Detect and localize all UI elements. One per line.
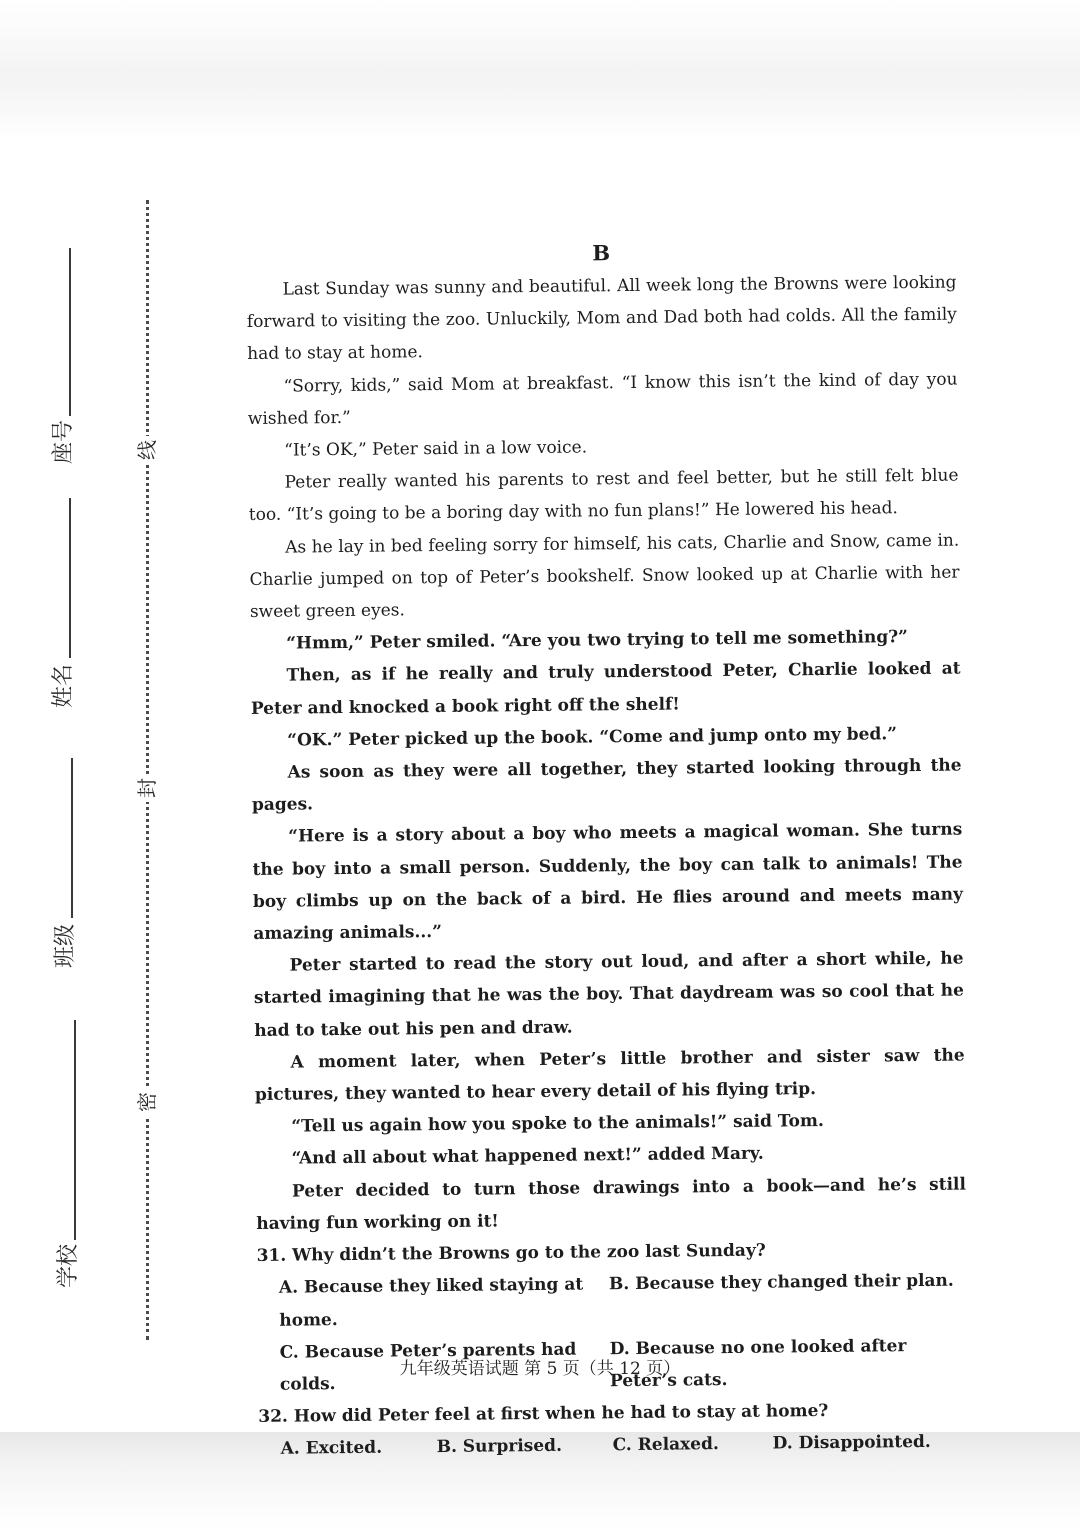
passage-paragraph: “It’s OK,” Peter said in a low voice. [284, 437, 588, 461]
school-label: 学校 [56, 1244, 81, 1289]
passage-paragraph: “Here is a story about a boy who meets a magical woman. She turns the boy into a small person. Suddenly, the boy can talk to animals! The boy climbs up on the back of a bird. He flies around and meets many amazing animals...” [252, 819, 963, 945]
section-title: B [592, 240, 611, 266]
question-32-option-a: A. Excited. [280, 1437, 383, 1460]
passage-paragraph: As soon as they were all together, they started looking through the pages. [251, 755, 962, 816]
passage-paragraph: “And all about what happened next!” added Mary. [291, 1144, 764, 1170]
scan-top-shadow [0, 0, 1080, 140]
seat-write-line [69, 248, 71, 416]
passage-paragraph: A moment later, when Peter’s little brother and sister saw the pictures, they wanted to hear every detail of his flying trip. [254, 1045, 965, 1106]
question-32-option-c: C. Relaxed. [612, 1434, 719, 1456]
seal-dotted-line [146, 200, 149, 1340]
passage-paragraph: Then, as if he really and truly understood Peter, Charlie looked at Peter and knocked a book right off the shelf! [250, 658, 961, 719]
seal-char-line: 线 [133, 436, 161, 464]
page-footer: 九年级英语试题 第 5 页（共 12 页） [399, 1359, 681, 1379]
passage-paragraph: Peter started to read the story out loud, and after a short while, he started imagining that he was the boy. That daydream was so cool that he had to take out his pen and draw. [253, 948, 965, 1041]
question-31-options [257, 1265, 968, 1401]
question-32-option-d: D. Disappointed. [772, 1432, 931, 1454]
seal-char-secret: 密 [133, 1088, 161, 1116]
name-write-line [69, 498, 71, 658]
passage-paragraph: “OK.” Peter picked up the book. “Come and jump onto my bed.” [287, 724, 898, 751]
reading-passage [246, 233, 969, 1466]
class-label: 班级 [53, 924, 78, 969]
question-31-option-a: A. Because they liked staying at home. [278, 1274, 584, 1331]
question-32-option-b: B. Surprised. [436, 1436, 563, 1458]
passage-paragraph: Last Sunday was sunny and beautiful. All week long the Browns were looking forward to visiting the zoo. Unluckily, Mom and Dad both had colds. All the family had to stay at home. [246, 272, 957, 365]
passage-paragraph: Peter really wanted his parents to rest and feel better, but he still felt blue too. “It’s going to be a boring day with no fun plans!” He lowered his head. [248, 465, 959, 526]
name-label: 姓名 [51, 664, 76, 709]
school-write-line [74, 1020, 76, 1240]
passage-paragraph: “Tell us again how you spoke to the animals!” said Tom. [291, 1111, 824, 1137]
passage-paragraph: “Sorry, kids,” said Mom at breakfast. “I know this isn’t the kind of day you wished for.” [247, 369, 958, 429]
question-32-stem: 32. How did Peter feel at first when he had to stay at home? [258, 1401, 829, 1428]
class-write-line [71, 758, 73, 918]
passage-paragraph: Peter decided to turn those drawings into a book—and he’s still having fun working on it! [256, 1174, 967, 1234]
seat-label: 座号 [51, 420, 76, 465]
question-31-option-b: B. Because they changed their plan. [608, 1270, 954, 1295]
question-31-stem: 31. Why didn’t the Browns go to the zoo last Sunday? [256, 1240, 766, 1267]
question-31-option-d: D. Because no one looked after Peter’s cats. [609, 1335, 907, 1392]
seal-char-seal: 封 [133, 774, 161, 802]
passage-paragraph: “Hmm,” Peter smiled. “Are you two trying to tell me something?” [286, 627, 909, 654]
question-31-option-c: C. Because Peter’s parents had colds. [279, 1339, 577, 1395]
passage-paragraph: As he lay in bed feeling sorry for himself, his cats, Charlie and Snow, came in. Charlie jumped on top of Peter’s bookshelf. Snow looked up at Charlie with her sweet green eyes. [249, 530, 960, 623]
